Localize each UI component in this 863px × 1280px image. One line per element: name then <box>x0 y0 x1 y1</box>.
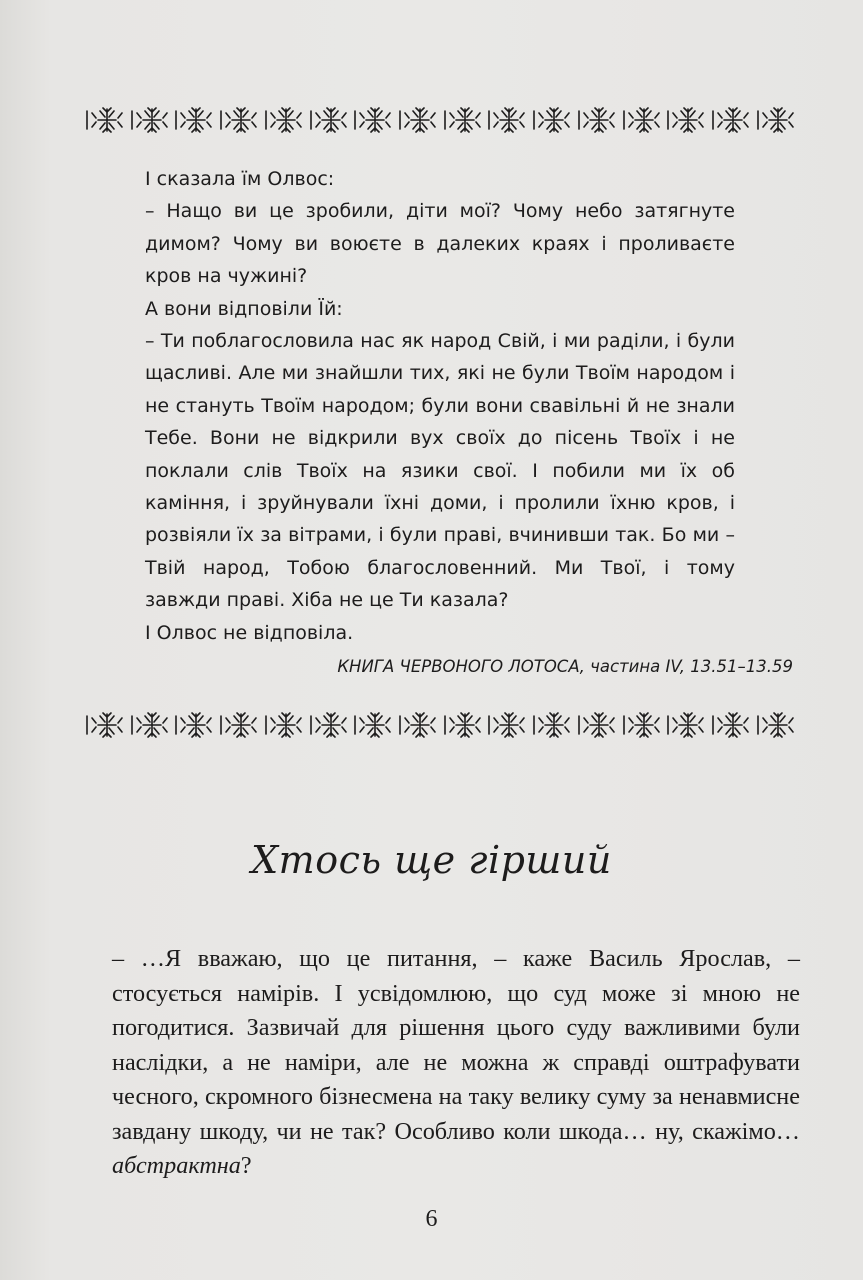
folk-star-ornament-icon <box>264 710 308 740</box>
folk-star-ornament-icon <box>174 710 218 740</box>
folk-star-ornament-icon <box>622 710 666 740</box>
folk-star-ornament-icon <box>711 105 755 135</box>
folk-star-ornament-icon <box>85 105 129 135</box>
folk-star-ornament-icon <box>577 710 621 740</box>
folk-star-ornament-icon <box>219 710 263 740</box>
folk-star-ornament-icon <box>219 105 263 135</box>
epigraph-line: І сказала їм Олвос: <box>145 168 335 190</box>
folk-star-ornament-icon <box>398 710 442 740</box>
page-number: 6 <box>425 1206 438 1232</box>
folk-star-ornament-icon <box>487 710 531 740</box>
folk-star-ornament-icon <box>487 105 531 135</box>
chapter-body-paragraph <box>112 942 800 1184</box>
folk-star-ornament-icon <box>309 105 353 135</box>
chapter-title: Хтось ще гірший <box>251 838 612 882</box>
folk-star-ornament-icon <box>532 710 576 740</box>
epigraph-source: КНИГА ЧЕРВОНОГО ЛОТОСА, частина IV, 13.51–13.59 <box>337 657 793 677</box>
folk-star-ornament-icon <box>532 105 576 135</box>
epigraph-line: І Олвос не відповіла. <box>145 621 354 644</box>
folk-star-ornament-icon <box>666 105 710 135</box>
folk-star-ornament-icon <box>398 105 442 135</box>
folk-star-ornament-icon <box>174 105 218 135</box>
epigraph-line: А вони відповіли Їй: <box>145 297 343 320</box>
epigraph <box>145 163 793 684</box>
folk-star-ornament-icon <box>264 105 308 135</box>
folk-star-ornament-icon <box>622 105 666 135</box>
body-text-run-end: ? <box>240 1152 252 1179</box>
folk-star-ornament-icon <box>353 105 397 135</box>
body-text-run: – …Я вважаю, що це питання, – каже Василь Ярослав, – стосується намірів. І усвідомлюю, що суд може зі мною не погодитися. Зазвичай для рішення цього суду важливими були наслідки, а не наміри, але не можна ж справді оштрафувати чесного, скромного бізнесмена на таку велику суму за ненавмисне завдану шкоду, чи не так? Особливо коли шкода… ну, скажімо… <box>112 945 800 1145</box>
folk-star-ornament-icon <box>353 710 397 740</box>
folk-star-ornament-icon <box>443 105 487 135</box>
folk-star-ornament-icon <box>756 710 800 740</box>
folk-star-ornament-icon <box>85 710 129 740</box>
folk-star-ornament-icon <box>666 710 710 740</box>
folk-star-ornament-icon <box>309 710 353 740</box>
ornament-divider-bottom <box>85 708 800 742</box>
folk-star-ornament-icon <box>130 105 174 135</box>
folk-star-ornament-icon <box>577 105 621 135</box>
epigraph-line: – Нащо ви це зробили, діти мої? Чому небо затягнуте димом? Чому ви воюєте в далеких краях і проливаєте кров на чужині? <box>145 200 735 288</box>
ornament-divider-top <box>85 103 800 137</box>
epigraph-line: – Ти поблагословила нас як народ Свій, і ми раділи, і були щасливі. Але ми знайшли тих, які не були Твоїм народом і не стануть Твоїм народом; були вони свавільні й не знали Тебе. Вони не відкрили вух своїх до пісень Твоїх і не поклали слів Твоїх на язики свої. І побили ми їх об каміння, і зруйнували їхні доми, і пролили їхню кров, і розвіяли їх за вітрами, і були праві, вчинивши так. Бо ми – Твій народ, Тобою благословенний. Ми Твої, і тому завжди праві. Хіба не це Ти казала? <box>145 330 735 612</box>
folk-star-ornament-icon <box>756 105 800 135</box>
body-text-emphasis: абстрактна <box>112 1152 241 1179</box>
folk-star-ornament-icon <box>443 710 487 740</box>
folk-star-ornament-icon <box>130 710 174 740</box>
folk-star-ornament-icon <box>711 710 755 740</box>
